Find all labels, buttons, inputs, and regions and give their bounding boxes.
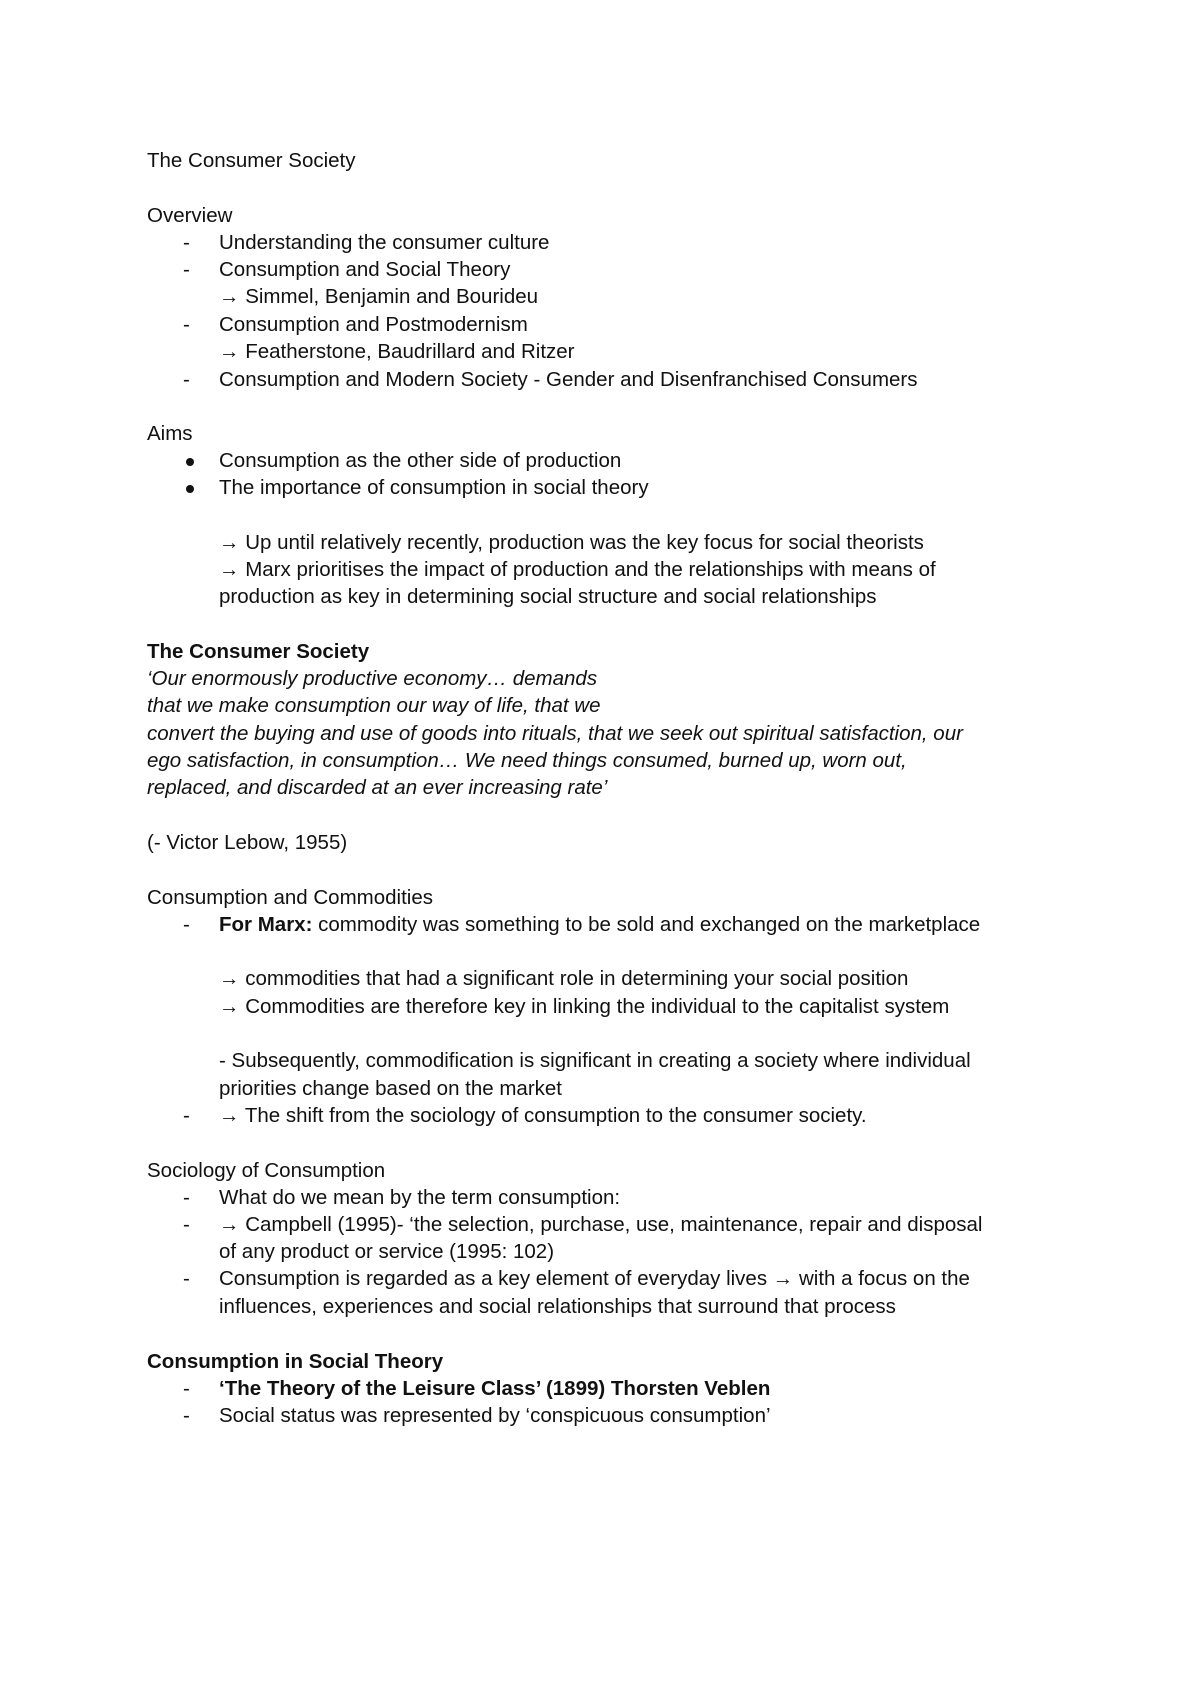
list-dash: - — [183, 1213, 190, 1236]
sociology-heading: Sociology of Consumption — [147, 1159, 386, 1182]
bullet-icon — [186, 485, 194, 493]
social-theory-item: ‘The Theory of the Leisure Class’ (1899) Thorsten Veblen — [219, 1377, 771, 1400]
quote-line: ego satisfaction, in consumption… We need things consumed, burned up, worn out, — [147, 749, 907, 772]
consumer-society-heading: The Consumer Society — [147, 640, 370, 663]
doc-title: The Consumer Society — [147, 149, 356, 172]
social-theory-item: Social status was represented by ‘conspicuous consumption’ — [219, 1404, 771, 1427]
social-theory-heading: Consumption in Social Theory — [147, 1350, 444, 1373]
list-dash: - — [183, 1186, 190, 1209]
commodities-heading: Consumption and Commodities — [147, 886, 433, 909]
quote-line: replaced, and discarded at an ever increasing rate’ — [147, 776, 608, 799]
marx-label: For Marx: — [219, 913, 313, 936]
overview-item: Consumption and Postmodernism — [219, 313, 528, 336]
overview-subitem: → Simmel, Benjamin and Bourideu — [219, 285, 539, 308]
list-dash: - — [183, 1267, 190, 1290]
sociology-item: Consumption is regarded as a key element of everyday lives → with a focus on the — [219, 1267, 970, 1290]
bullet-icon — [186, 458, 194, 466]
overview-heading: Overview — [147, 204, 233, 227]
aims-heading: Aims — [147, 422, 193, 445]
quote-attribution: (- Victor Lebow, 1955) — [147, 831, 348, 854]
overview-item: Understanding the consumer culture — [219, 231, 550, 254]
list-dash: - — [183, 1377, 190, 1400]
list-dash: - — [183, 258, 190, 281]
quote-line: ‘Our enormously productive economy… demands — [147, 667, 598, 690]
aims-bullet: Consumption as the other side of production — [219, 449, 622, 472]
sociology-item: influences, experiences and social relationships that surround that process — [219, 1295, 896, 1318]
sociology-item: What do we mean by the term consumption: — [219, 1186, 621, 1209]
commodities-shift: → The shift from the sociology of consumption to the consumer society. — [219, 1104, 867, 1127]
list-dash: - — [183, 368, 190, 391]
overview-subitem: → Featherstone, Baudrillard and Ritzer — [219, 340, 575, 363]
quote-line: that we make consumption our way of life, that we — [147, 694, 601, 717]
commodities-arrow: → Commodities are therefore key in linking the individual to the capitalist system — [219, 995, 950, 1018]
commodities-arrow: → commodities that had a significant role in determining your social position — [219, 967, 909, 990]
sociology-item: of any product or service (1995: 102) — [219, 1240, 555, 1263]
commodities-subsequently: - Subsequently, commodification is significant in creating a society where individual — [219, 1049, 971, 1072]
list-dash: - — [183, 313, 190, 336]
list-dash: - — [183, 1404, 190, 1427]
list-dash: - — [183, 1104, 190, 1127]
quote-line: convert the buying and use of goods into rituals, that we seek out spiritual satisfaction, our — [147, 722, 963, 745]
list-dash: - — [183, 231, 190, 254]
overview-item: Consumption and Social Theory — [219, 258, 511, 281]
aims-bullet: The importance of consumption in social theory — [219, 476, 649, 499]
commodities-subsequently: priorities change based on the market — [219, 1077, 563, 1100]
aims-note: production as key in determining social structure and social relationships — [219, 585, 877, 608]
list-dash: - — [183, 913, 190, 936]
marx-text: commodity was something to be sold and exchanged on the marketplace — [312, 913, 981, 936]
overview-item: Consumption and Modern Society - Gender and Disenfranchised Consumers — [219, 368, 918, 391]
sociology-item: → Campbell (1995)- ‘the selection, purchase, use, maintenance, repair and disposal — [219, 1213, 983, 1236]
aims-note: → Up until relatively recently, production was the key focus for social theorists — [219, 531, 924, 554]
marx-item — [219, 912, 980, 938]
aims-note: → Marx prioritises the impact of production and the relationships with means of — [219, 558, 936, 581]
